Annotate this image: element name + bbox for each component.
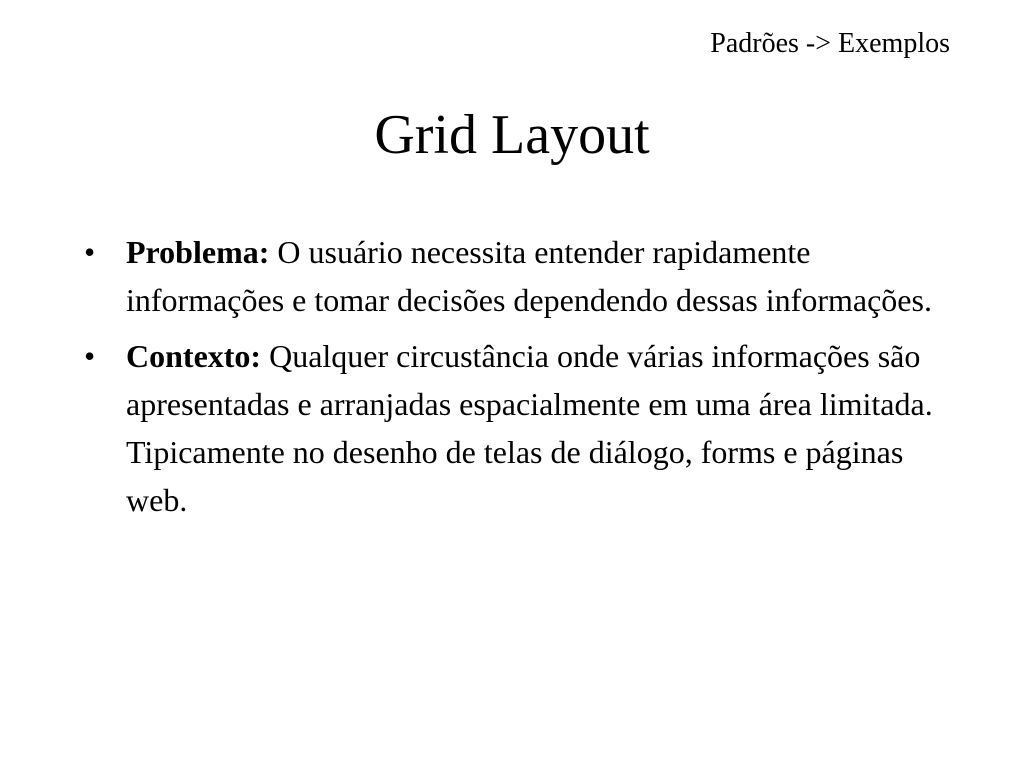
bullet-list (84, 228, 944, 532)
bullet-item-contexto (84, 332, 944, 524)
bullet-dot-icon: • (84, 234, 96, 270)
breadcrumb: Padrões -> Exemplos (710, 28, 950, 59)
bullet-label: Contexto: (126, 338, 270, 374)
bullet-text: O usuário necessita entender rapidamente informações e tomar decisões dependendo dessas informações. (126, 234, 932, 318)
slide-title: Grid Layout (374, 104, 650, 166)
bullet-item-problema (84, 228, 944, 324)
bullet-dot-icon: • (84, 338, 96, 374)
bullet-label: Problema: (126, 234, 278, 270)
bullet-text: Qualquer circustância onde várias informações são apresentadas e arranjadas espacialmente em uma área limitada. Tipicamente no desenho de telas de diálogo, forms e páginas web. (126, 338, 933, 518)
